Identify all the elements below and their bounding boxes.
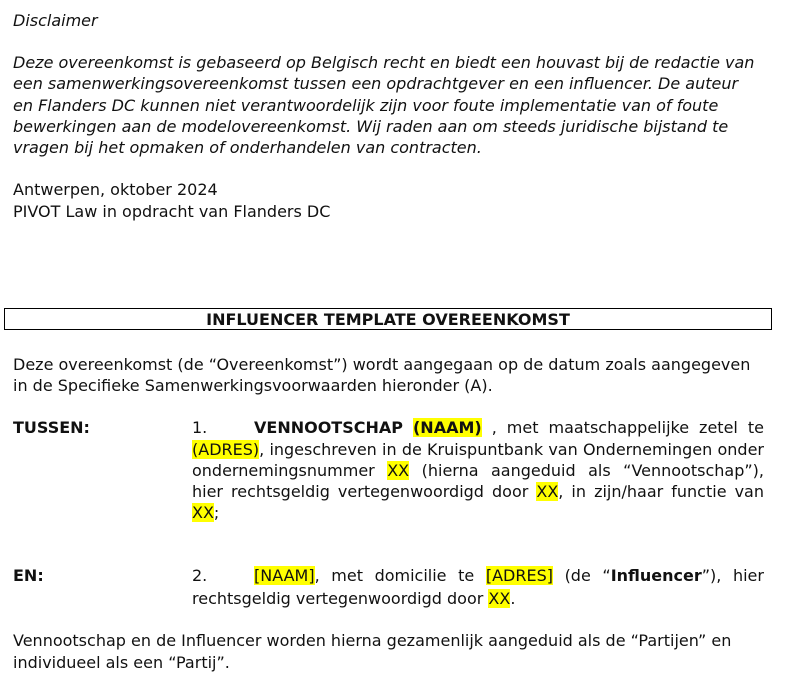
party1-line5-post: ; [213, 503, 220, 522]
party2-line2-post: . [510, 589, 516, 608]
party1-number-placeholder: XX [387, 461, 410, 480]
intro-line: in de Specifieke Samenwerkingsvoorwaarden hieronder (A). [13, 376, 493, 395]
party1-number: 1. [192, 418, 208, 437]
party2-role: Influencer [610, 566, 702, 585]
disclaimer-line: bewerkingen aan de modelovereenkomst. Wij raden aan om steeds juridische bijstand te [13, 117, 729, 136]
party1-address-placeholder: (ADRES) [192, 440, 260, 459]
party2-label: EN: [13, 566, 44, 585]
party2-de-open: (de “ [564, 566, 611, 585]
disclaimer-line: vragen bij het opmaken of onderhandelen van contracten. [13, 138, 482, 157]
party1-function-placeholder: XX [192, 503, 214, 522]
party2-address-placeholder: [ADRES] [485, 566, 553, 585]
party2-number: 2. [192, 566, 208, 585]
party1-line4 [192, 482, 764, 501]
party1-line3 [192, 461, 764, 480]
party1-rep-placeholder: XX [536, 482, 559, 501]
party2-line1 [254, 566, 764, 585]
party1-line4-pre: hier rechtsgeldig vertegenwoordigd door [192, 482, 529, 501]
party2-rep-placeholder: XX [488, 589, 511, 608]
disclaimer-line: een samenwerkingsovereenkomst tussen een opdrachtgever en een influencer. De auteur [13, 74, 739, 93]
author-line: PIVOT Law in opdracht van Flanders DC [13, 202, 331, 221]
template-title [4, 308, 772, 330]
template-title-text: INFLUENCER TEMPLATE OVEREENKOMST [206, 309, 570, 329]
disclaimer-line: en Flanders DC kunnen niet verantwoordelijk zijn voor foute implementatie van of foute [13, 96, 719, 115]
party2-name-placeholder: [NAAM] [254, 566, 315, 585]
party1-line5 [192, 503, 219, 522]
party1-label: TUSSEN: [13, 418, 90, 437]
party1-line4-post: , in zijn/haar functie van [558, 482, 764, 501]
party1-after-address: , ingeschreven in de Kruispuntbank van Ondernemingen onder [259, 440, 764, 459]
closing-line: Vennootschap en de Influencer worden hierna gezamenlijk aangeduid als de “Partijen” en [13, 631, 732, 650]
party2-after-name: , met domicilie te [314, 566, 475, 585]
party1-after-name: , met maatschappelijke zetel te [491, 418, 764, 437]
party1-name-placeholder: (NAAM) [412, 418, 482, 437]
party1-line3-post: (hierna aangeduid als “Vennootschap”), [421, 461, 764, 480]
party2-line2 [192, 589, 515, 608]
party1-line3-pre: ondernemingsnummer [192, 461, 375, 480]
place-date: Antwerpen, oktober 2024 [13, 180, 218, 199]
party1-name: VENNOOTSCHAP [254, 418, 403, 437]
disclaimer-line: Deze overeenkomst is gebaseerd op Belgisch recht en biedt een houvast bij de redactie van [13, 53, 755, 72]
intro-line: Deze overeenkomst (de “Overeenkomst”) wordt aangegaan op de datum zoals aangegeven [13, 355, 751, 374]
party1-line1 [254, 418, 764, 437]
party2-de-close: ”), hier [701, 566, 764, 585]
closing-line: individueel als een “Partij”. [13, 653, 230, 672]
disclaimer-heading: Disclaimer [13, 11, 98, 30]
party2-line2-pre: rechtsgeldig vertegenwoordigd door [192, 589, 484, 608]
party1-line2 [192, 440, 764, 459]
